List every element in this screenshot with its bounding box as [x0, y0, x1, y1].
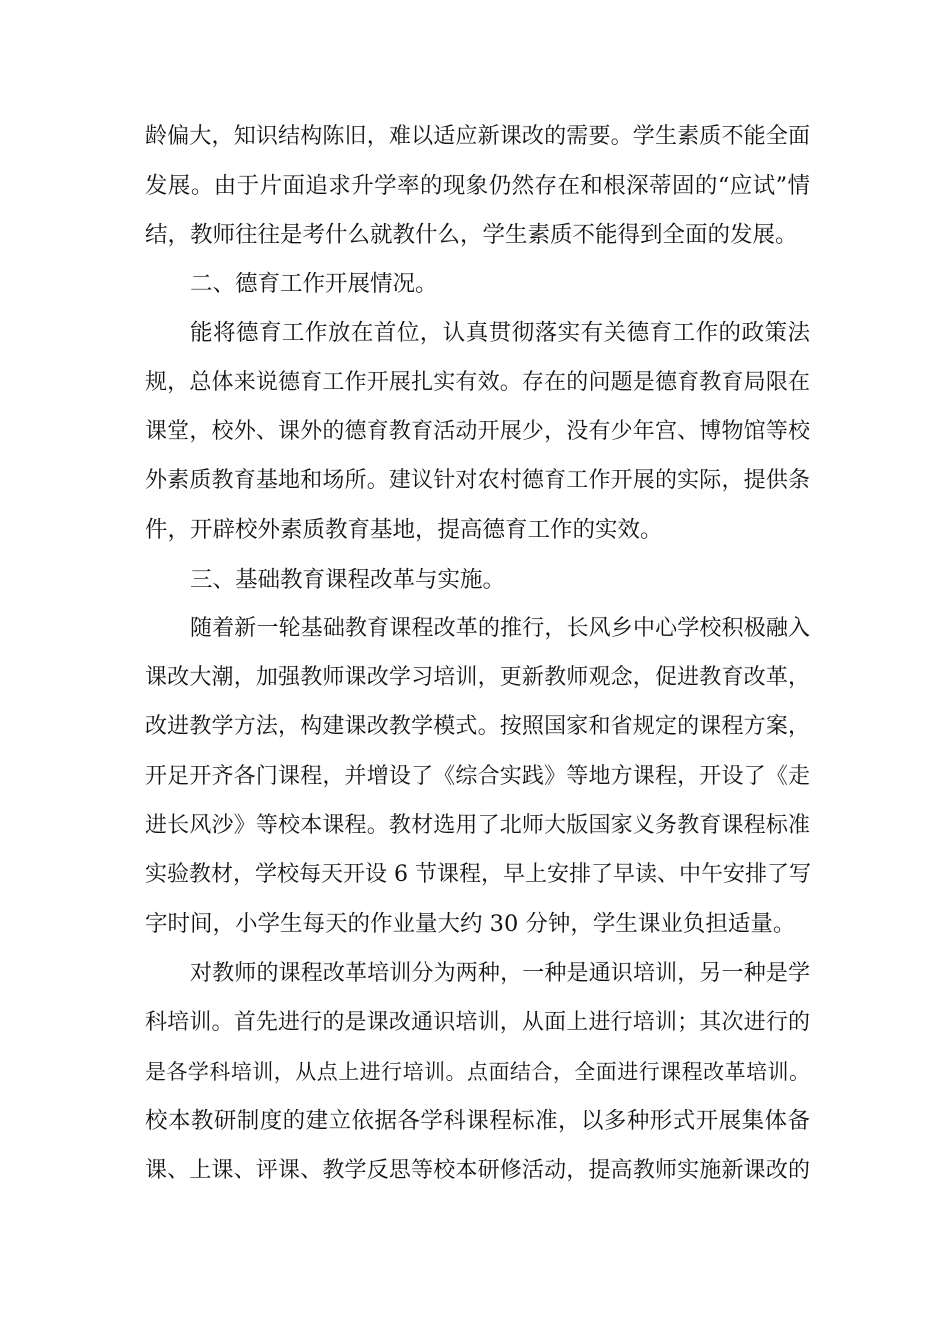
text-line: 改进教学方法，构建课改教学模式。按照国家和省规定的课程方案，	[145, 714, 810, 739]
text-line: 校本教研制度的建立依据各学科课程标准，以多种形式开展集体备	[145, 1108, 810, 1134]
text-line: 外素质教育基地和场所。建议针对农村德育工作开展的实际，提供条	[145, 468, 810, 493]
text-line: 是各学科培训，从点上进行培训。点面结合，全面进行课程改革培训。	[145, 1060, 810, 1084]
text-line: 开足开齐各门课程，并增设了《综合实践》等地方课程，开设了《走	[145, 764, 810, 789]
text-line: 进长风沙》等校本课程。教材选用了北师大版国家义务教育课程标准	[145, 813, 810, 838]
text-line: 课改大潮，加强教师课改学习培训，更新教师观念，促进教育改革，	[145, 665, 810, 690]
text-line: 规，总体来说德育工作开展扎实有效。存在的问题是德育教育局限在	[145, 370, 810, 395]
text-line: 随着新一轮基础教育课程改革的推行，长风乡中心学校积极融入	[190, 616, 810, 641]
section-heading: 二、德育工作开展情况。	[190, 271, 438, 297]
text-line: 龄偏大，知识结构陈旧，难以适应新课改的需要。学生素质不能全面	[145, 124, 810, 149]
text-line: 能将德育工作放在首位，认真贯彻落实有关德育工作的政策法	[190, 320, 810, 346]
text-line: 课、上课、评课、教学反思等校本研修活动，提高教师实施新课改的	[145, 1158, 810, 1183]
text-line: 对教师的课程改革培训分为两种，一种是通识培训，另一种是学	[190, 961, 810, 986]
text-line: 实验教材，学校每天开设 6 节课程，早上安排了早读、中午安排了写	[145, 862, 811, 887]
section-heading: 三、基础教育课程改革与实施。	[190, 567, 506, 593]
text-line: 结，教师往往是考什么就教什么，学生素质不能得到全面的发展。	[145, 222, 798, 248]
text-line: 科培训。首先进行的是课改通识培训，从面上进行培训；其次进行的	[145, 1010, 810, 1035]
text-line: 发展。由于片面追求升学率的现象仍然存在和根深蒂固的“应试”情	[145, 173, 810, 199]
text-line: 课堂，校外、课外的德育教育活动开展少，没有少年宫、博物馆等校	[145, 419, 810, 444]
text-line: 字时间，小学生每天的作业量大约 30 分钟，学生课业负担适量。	[145, 911, 796, 937]
text-line: 件，开辟校外素质教育基地，提高德育工作的实效。	[145, 517, 663, 543]
